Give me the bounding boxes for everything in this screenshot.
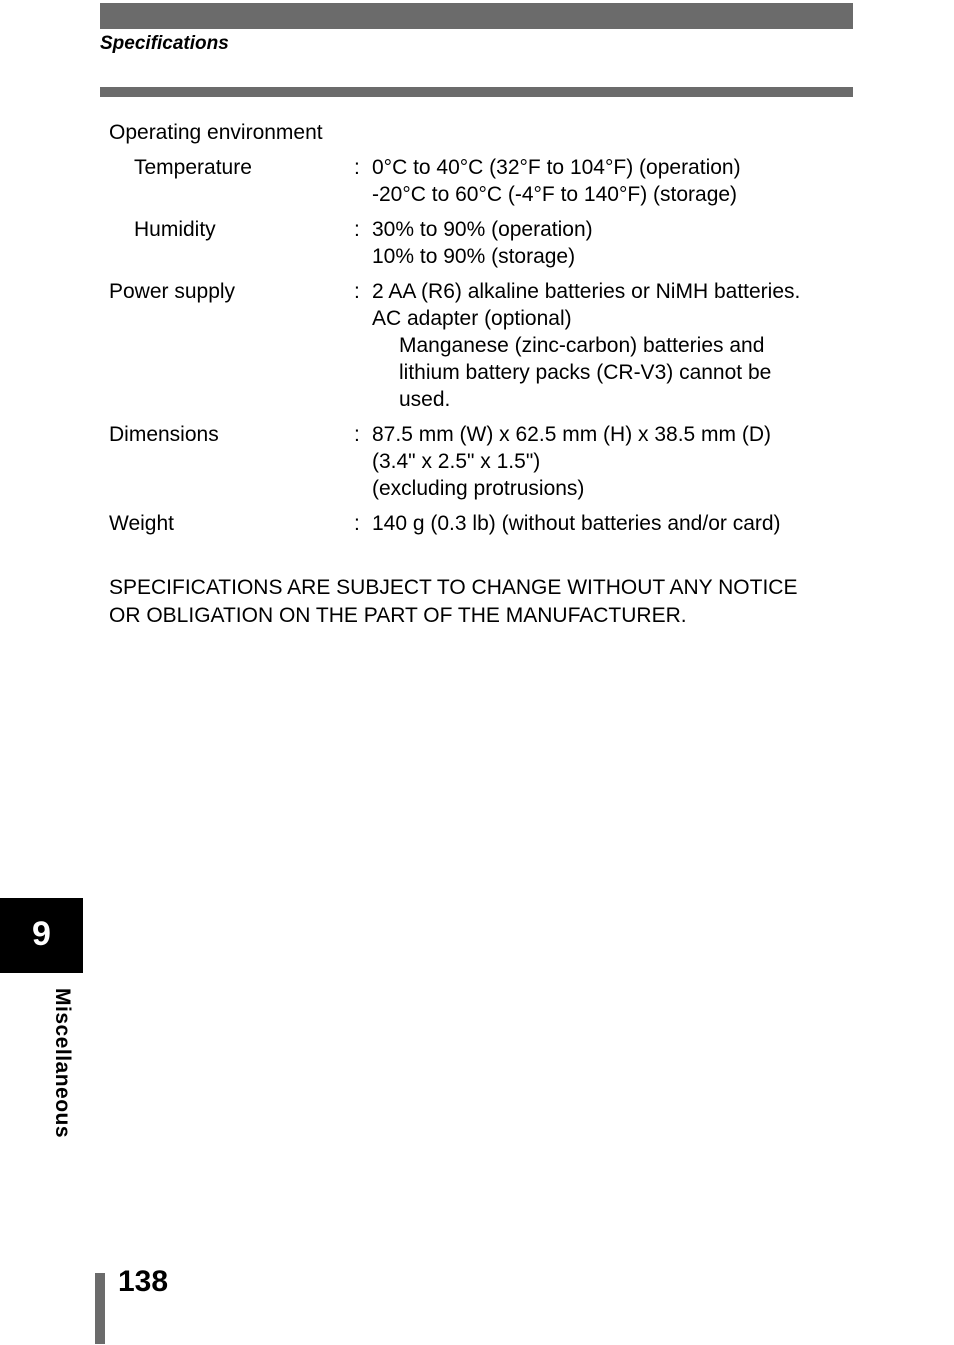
chapter-number: 9 <box>32 915 51 953</box>
spec-value-line: 140 g (0.3 lb) (without batteries and/or card) <box>372 512 781 535</box>
spec-value-line: (excluding protrusions) <box>372 477 585 500</box>
spec-row-operating-environment <box>109 119 854 146</box>
chapter-tab <box>0 898 83 973</box>
notice-line: SPECIFICATIONS ARE SUBJECT TO CHANGE WITHOUT ANY NOTICE <box>109 576 798 599</box>
spec-label: Operating environment <box>109 121 323 144</box>
spec-value <box>372 510 854 537</box>
chapter-label: Miscellaneous <box>51 988 74 1139</box>
spec-value <box>372 154 854 208</box>
spec-row-temperature <box>109 154 854 208</box>
spec-value <box>372 278 854 413</box>
spec-row-dimensions <box>109 421 854 502</box>
spec-label: Humidity <box>134 218 216 241</box>
specifications-list <box>109 119 854 537</box>
header-bar <box>100 3 853 29</box>
separator-colon: : <box>354 218 360 241</box>
spec-value-line: 87.5 mm (W) x 62.5 mm (H) x 38.5 mm (D) <box>372 423 772 446</box>
spec-value-line: 10% to 90% (storage) <box>372 245 576 268</box>
spec-value-line: -20°C to 60°C (-4°F to 140°F) (storage) <box>372 183 738 206</box>
separator-colon: : <box>354 156 360 179</box>
separator-colon: : <box>354 423 360 446</box>
spec-row-power-supply <box>109 278 854 413</box>
page-number-bar <box>95 1273 105 1344</box>
separator-colon: : <box>354 512 360 535</box>
spec-label: Dimensions <box>109 423 219 446</box>
spec-row-weight <box>109 510 854 537</box>
header-rule <box>100 87 853 97</box>
spec-label: Temperature <box>134 156 252 179</box>
change-notice <box>109 574 869 630</box>
spec-label: Weight <box>109 512 174 535</box>
spec-note-line: used. <box>399 388 451 411</box>
notice-line: OR OBLIGATION ON THE PART OF THE MANUFACTURER. <box>109 604 687 627</box>
spec-value-line: 30% to 90% (operation) <box>372 218 593 241</box>
spec-row-humidity <box>109 216 854 270</box>
spec-note <box>372 332 854 413</box>
spec-value-line: AC adapter (optional) <box>372 307 572 330</box>
page-header-title: Specifications <box>100 33 229 54</box>
page-number: 138 <box>118 1265 169 1298</box>
spec-note-line: Manganese (zinc-carbon) batteries and <box>399 334 765 357</box>
spec-label: Power supply <box>109 280 236 303</box>
spec-value <box>372 216 854 270</box>
spec-value <box>372 421 854 502</box>
spec-note-line: lithium battery packs (CR-V3) cannot be <box>399 361 772 384</box>
spec-value-line: 0°C to 40°C (32°F to 104°F) (operation) <box>372 156 741 179</box>
spec-value-line: (3.4" x 2.5" x 1.5") <box>372 450 541 473</box>
separator-colon: : <box>354 280 360 303</box>
spec-value-line: 2 AA (R6) alkaline batteries or NiMH batteries. <box>372 280 801 303</box>
